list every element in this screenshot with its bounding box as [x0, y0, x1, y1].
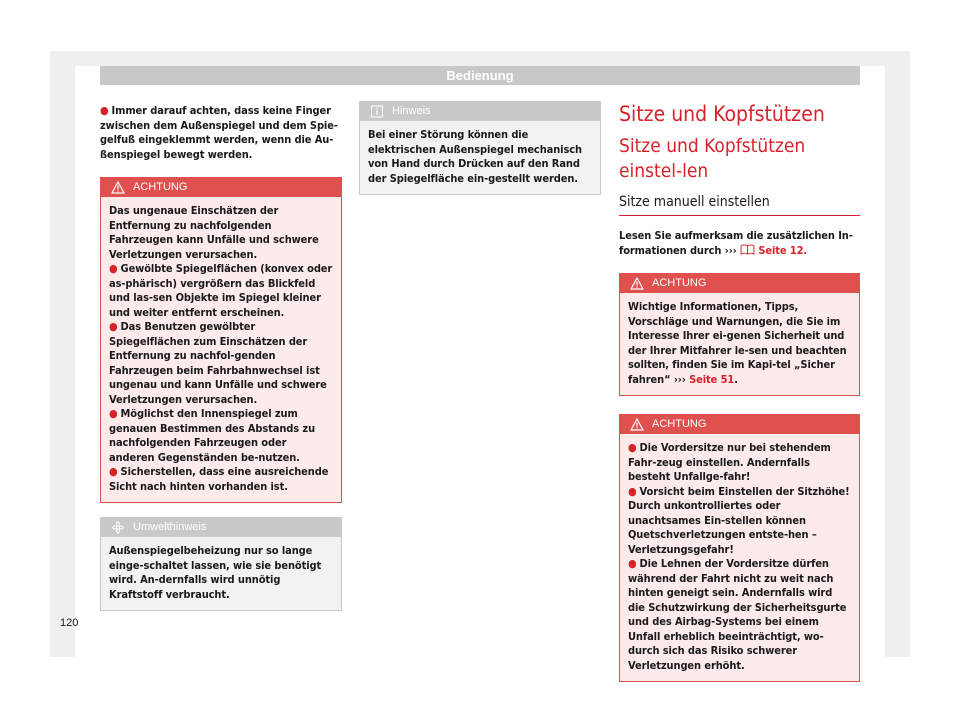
page-number: 120 — [60, 617, 79, 629]
bullet-text: Gewölbte Spiegelflächen (konvex oder as-phärisch) vergrößern das Blickfeld und las-sen Objekte im Spiegel kleiner und weiter entfernt erscheinen. — [109, 262, 333, 319]
warning-box — [100, 177, 342, 503]
warning-box — [619, 414, 860, 682]
subsection-heading: Sitze und Kopfstützen einstel-len — [619, 135, 806, 182]
sentence-end: . — [734, 372, 738, 386]
list-item — [628, 485, 851, 558]
bullet-icon: ● — [109, 262, 118, 275]
book-icon — [740, 244, 755, 255]
environment-box — [100, 517, 342, 611]
arrow-icon: ››› — [724, 243, 737, 257]
bullet-text: Möglichst den Innenspiegel zum genauen Bestimmen des Abstands zu nachfolgenden Fahrzeugen oder anderen Gegenständen be-nutzen. — [109, 407, 316, 464]
bullet-icon: ● — [109, 407, 118, 420]
note-text: Bei einer Störung können die elektrischen Außenspiegel mechanisch von Hand durch Drücken auf den Rand der Spiegelfläche ein-gestellt werden. — [368, 128, 582, 185]
note-box-header — [360, 102, 600, 121]
note-box — [359, 101, 601, 195]
flower-icon — [111, 521, 125, 534]
bullet-text: Die Lehnen der Vordersitze dürfen während der Fahrt nicht zu weit nach hinten geneigt sein. Andernfalls wird die Schutzwirkung der Sicherheitsgurte und des Airbag-Systems bei einem Unfall erheblich beeinträchtigt, wo-durch sich das Risiko schwerer Verletzungen erhöht. — [628, 557, 847, 672]
page-reference-link[interactable]: Seite 12. — [758, 243, 808, 257]
warning-box-header — [620, 415, 859, 434]
warning-triangle-icon — [630, 277, 644, 290]
list-item — [109, 262, 333, 320]
warning-box-header — [620, 274, 859, 293]
bullet-icon: ● — [109, 320, 118, 333]
environment-body — [101, 537, 341, 610]
warning-title: ACHTUNG — [652, 418, 707, 430]
topic-heading: Sitze manuell einstellen — [619, 192, 860, 216]
bullet-text: Die Vordersitze nur bei stehendem Fahr-zeug einstellen. Andernfalls besteht Unfallge-fahr! — [628, 441, 831, 483]
environment-text: Außenspiegelbeheizung nur so lange einge-schaltet lassen, wie sie benötigt wird. An-dernfalls wird unnötig Kraftstoff verbraucht. — [109, 544, 322, 601]
bullet-icon: ● — [628, 557, 637, 570]
list-item — [628, 441, 851, 485]
bullet-text: Das Benutzen gewölbter Spiegelflächen zum Einschätzen der Entfernung zu nachfol-genden Fahrzeugen beim Fahrbahnwechsel ist ungenau und kann Unfälle und schwere Verletzungen verursachen. — [109, 320, 327, 406]
warning-body — [620, 293, 859, 395]
arrow-icon: ››› — [673, 372, 686, 386]
list-item — [109, 407, 333, 465]
bullet-icon: ● — [628, 484, 637, 498]
bullet-icon: ● — [628, 441, 637, 454]
list-item — [109, 465, 333, 494]
warning-body — [101, 197, 341, 502]
bullet-text: Sicherstellen, dass eine ausreichende Sicht nach hinten vorhanden ist. — [109, 465, 329, 493]
list-item — [109, 320, 333, 407]
column-left — [100, 104, 342, 611]
warning-text — [628, 300, 851, 387]
bullet-text: Vorsicht beim Einstellen der Sitzhöhe! Durch unkontrolliertes oder unachtsames Ein-stellen können Quetschverletzungen entste-hen – Verletzungsgefahr! — [628, 484, 850, 556]
note-body — [360, 121, 600, 194]
warning-text-body: Wichtige Informationen, Tipps, Vorschläge und Warnungen, die Sie im Interesse Ihrer ei-genen Sicherheit und der Ihrer Mitfahrer le-sen und beachten sollten, finden Sie im Kapi-tel „Sicher fahren“ — [628, 300, 847, 386]
column-right — [619, 101, 860, 682]
column-middle — [359, 101, 601, 195]
warning-triangle-icon — [630, 418, 644, 431]
list-item — [628, 557, 851, 673]
bullet-icon: ● — [109, 465, 118, 478]
warning-triangle-icon — [111, 181, 125, 194]
intro-paragraph — [619, 229, 860, 258]
environment-title: Umwelthinweis — [133, 521, 207, 533]
bullet-icon: ● — [100, 104, 109, 117]
page-reference-link[interactable]: Seite 51 — [689, 372, 735, 386]
warning-title: ACHTUNG — [652, 277, 707, 289]
warning-title: ACHTUNG — [133, 181, 188, 193]
list-item — [100, 104, 342, 162]
note-title: Hinweis — [392, 105, 431, 117]
warning-box-header — [101, 178, 341, 197]
bullet-text: Immer darauf achten, dass keine Finger zwischen dem Außenspiegel und dem Spie-gelfuß eingeklemmt werden, wenn die Au-ßenspiegel bewegt werden. — [100, 104, 338, 161]
warning-body — [620, 434, 859, 681]
section-header: Bedienung — [100, 66, 860, 85]
warning-intro: Das ungenaue Einschätzen der Entfernung zu nachfolgenden Fahrzeugen kann Unfälle und schwere Verletzungen verursachen. — [109, 204, 319, 261]
intro-text: Lesen Sie aufmerksam die zusätzlichen In-formationen durch — [619, 229, 853, 257]
environment-box-header — [101, 518, 341, 537]
section-heading: Sitze und Kopfstützen — [619, 102, 825, 126]
warning-box — [619, 273, 860, 396]
info-note-icon — [370, 105, 384, 118]
